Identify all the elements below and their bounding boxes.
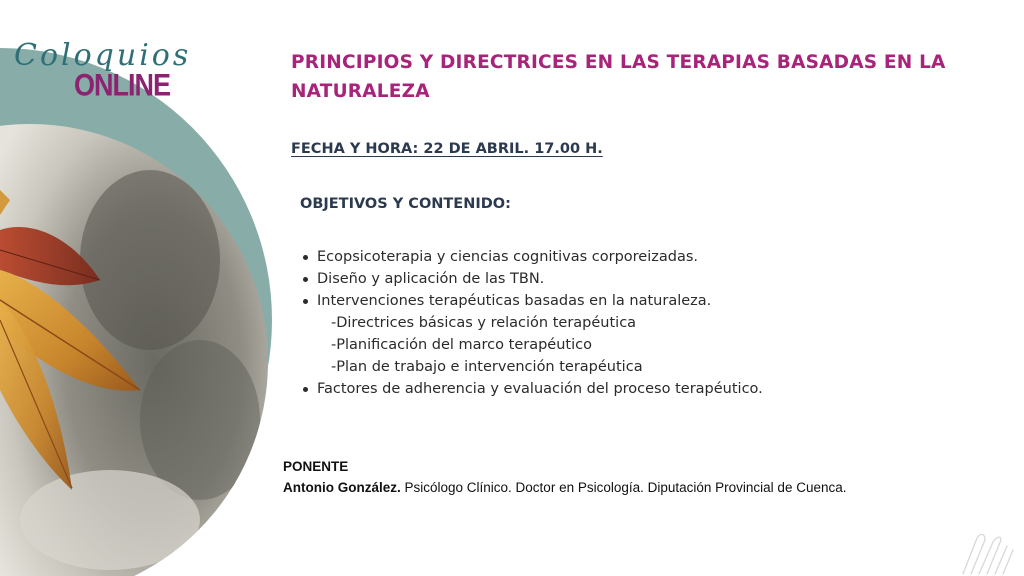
logo-online-text: ONLINE [74, 68, 171, 103]
coloquios-online-logo [10, 38, 210, 108]
speaker-name: Antonio González. [283, 480, 401, 495]
speaker-description: Psicólogo Clínico. Doctor en Psicología. Diputación Provincial de Cuenca. [400, 480, 847, 495]
speaker-info [283, 480, 846, 495]
content-bullet-item: Ecopsicoterapia y ciencias cognitivas corporeizadas. [303, 246, 903, 268]
objectives-heading: OBJETIVOS Y CONTENIDO: [300, 196, 511, 212]
content-bullet-item: Factores de adherencia y evaluación del proceso terapéutico. [303, 378, 903, 400]
event-datetime: FECHA Y HORA: 22 DE ABRIL. 17.00 H. [291, 141, 603, 157]
content-subitem: -Planificación del marco terapéutico [331, 337, 592, 353]
content-subitem: -Directrices básicas y relación terapéutica [331, 315, 637, 331]
decorative-scribble [955, 528, 1024, 576]
page-title: PRINCIPIOS Y DIRECTRICES EN LAS TERAPIAS BASADAS EN LA NATURALEZA [291, 52, 946, 102]
speaker-heading: PONENTE [283, 459, 349, 474]
logo-script-text: Coloquios [14, 38, 192, 73]
content-bullet-item: Diseño y aplicación de las TBN. [303, 268, 903, 290]
content-list [303, 246, 903, 400]
content-subitem: -Plan de trabajo e intervención terapéutica [331, 359, 643, 375]
content-bullet-item: Intervenciones terapéuticas basadas en la naturaleza. [303, 290, 903, 312]
